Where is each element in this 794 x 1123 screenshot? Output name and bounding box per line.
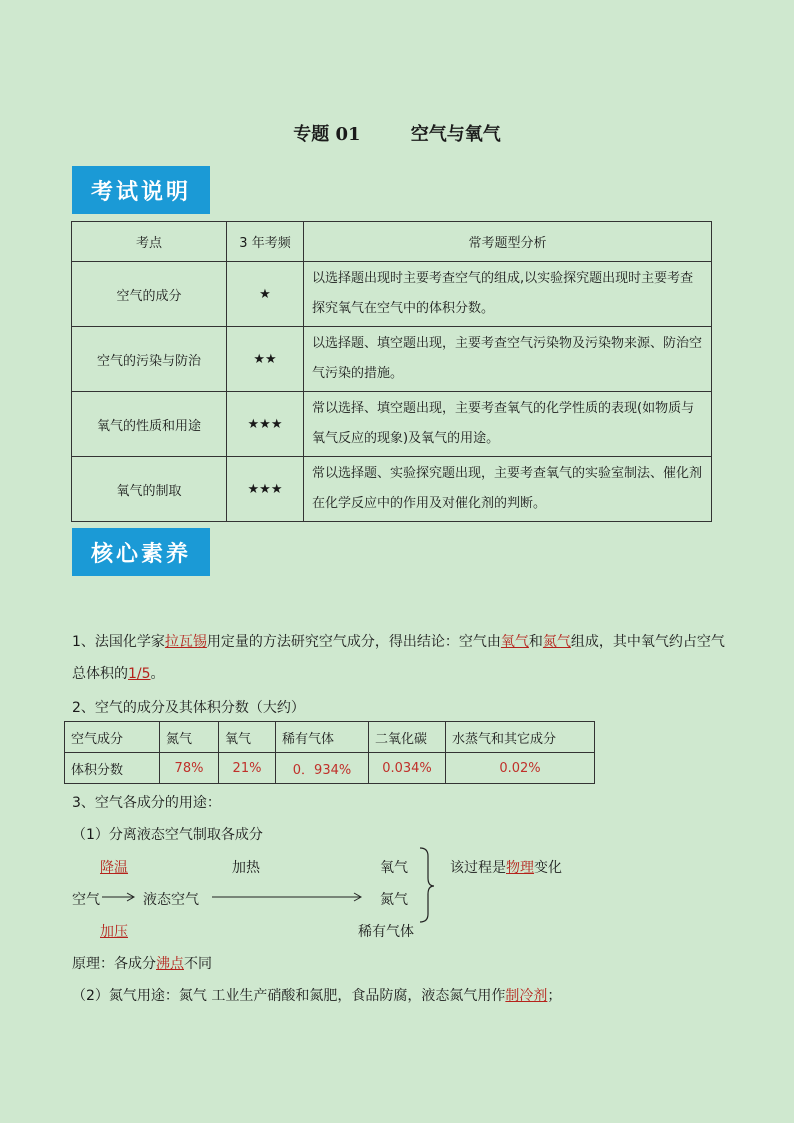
answer-fraction: 1/5 bbox=[128, 666, 151, 682]
paragraph-3: 3、空气各成分的用途： bbox=[72, 795, 221, 811]
arrow-icon bbox=[102, 893, 134, 901]
analysis-cell: 常以选择、填空题出现，主要考查氧气的化学性质的表现(如物质与氧气反应的现象)及氧气的用途。 bbox=[304, 392, 712, 457]
answer-oxygen: 氧气 bbox=[500, 634, 529, 650]
header-analysis: 常考题型分析 bbox=[304, 222, 712, 262]
paragraph-2: 2、空气的成分及其体积分数（大约） bbox=[72, 700, 305, 716]
section-banner-core: 核心素养 bbox=[72, 528, 210, 576]
analysis-cell: 以选择题、填空题出现，主要考查空气污染物及污染物来源、防治空气污染的措施。 bbox=[304, 327, 712, 392]
table-cell: 0．934% bbox=[276, 753, 369, 784]
text: 总体积的 bbox=[72, 666, 128, 682]
label-nitrogen: 氮气 bbox=[380, 892, 408, 908]
text: 变化 bbox=[534, 860, 562, 876]
table-cell: 0.02% bbox=[446, 753, 595, 784]
topic-cell: 空气的污染与防治 bbox=[72, 327, 227, 392]
text: （2）氮气用途：氮气 工业生产硝酸和氮肥，食品防腐，液态氮气用作 bbox=[72, 988, 506, 1004]
text: 。 bbox=[150, 666, 165, 682]
answer-nitrogen: 氮气 bbox=[542, 634, 571, 650]
label-liquid-air: 液态空气 bbox=[143, 892, 199, 908]
process-note bbox=[450, 857, 562, 877]
table-cell: 水蒸气和其它成分 bbox=[446, 722, 595, 753]
table-cell: 21% bbox=[219, 753, 276, 784]
answer-physical: 物理 bbox=[506, 860, 534, 876]
header-topic: 考点 bbox=[72, 222, 227, 262]
text: 用定量的方法研究空气成分，得出结论：空气由 bbox=[206, 634, 501, 650]
table-cell: 0.034% bbox=[369, 753, 446, 784]
principle bbox=[72, 953, 212, 973]
text: 原理：各成分 bbox=[72, 956, 156, 972]
text: 该过程是 bbox=[450, 860, 506, 876]
table-cell: 氮气 bbox=[160, 722, 219, 753]
topic-cell: 氧气的制取 bbox=[72, 457, 227, 522]
freq-cell: ★ bbox=[227, 262, 304, 327]
label-heat: 加热 bbox=[232, 860, 260, 876]
text: 1、法国化学家 bbox=[72, 634, 165, 650]
section-banner-exam: 考试说明 bbox=[72, 166, 210, 214]
text: 不同 bbox=[184, 956, 212, 972]
table-cell: 体积分数 bbox=[65, 753, 160, 784]
page-title: 专题 01 空气与氧气 bbox=[293, 124, 501, 145]
table-cell: 二氧化碳 bbox=[369, 722, 446, 753]
paragraph-3-1: （1）分离液态空气制取各成分 bbox=[72, 827, 263, 843]
label-air: 空气 bbox=[72, 892, 100, 908]
label-cool: 降温 bbox=[100, 860, 128, 876]
label-pressurize: 加压 bbox=[100, 924, 128, 940]
analysis-cell: 常以选择题、实验探究题出现，主要考查氧气的实验室制法、催化剂在化学反应中的作用及对催化剂的判断。 bbox=[304, 457, 712, 522]
answer-lavoisier: 拉瓦锡 bbox=[164, 634, 207, 650]
table-cell: 氧气 bbox=[219, 722, 276, 753]
text: 组成，其中氧气约占空气 bbox=[570, 634, 725, 650]
text: ； bbox=[547, 988, 562, 1004]
freq-cell: ★★★ bbox=[227, 392, 304, 457]
text: 和 bbox=[528, 634, 543, 650]
header-freq: 3 年考频 bbox=[227, 222, 304, 262]
label-rare-gas: 稀有气体 bbox=[358, 924, 414, 940]
arrow-icon bbox=[212, 893, 361, 901]
brace-icon bbox=[420, 848, 434, 922]
answer-boiling: 沸点 bbox=[156, 956, 184, 972]
topic-cell: 氧气的性质和用途 bbox=[72, 392, 227, 457]
label-oxygen: 氧气 bbox=[380, 860, 408, 876]
topic-cell: 空气的成分 bbox=[72, 262, 227, 327]
paragraph-3-2 bbox=[72, 985, 561, 1005]
table-cell: 78% bbox=[160, 753, 219, 784]
freq-cell: ★★★ bbox=[227, 457, 304, 522]
freq-cell: ★★ bbox=[227, 327, 304, 392]
answer-refrigerant: 制冷剂 bbox=[505, 988, 548, 1004]
table-cell: 稀有气体 bbox=[276, 722, 369, 753]
analysis-cell: 以选择题出现时主要考查空气的组成,以实验探究题出现时主要考查探究氧气在空气中的体积分数。 bbox=[304, 262, 712, 327]
table-cell: 空气成分 bbox=[65, 722, 160, 753]
